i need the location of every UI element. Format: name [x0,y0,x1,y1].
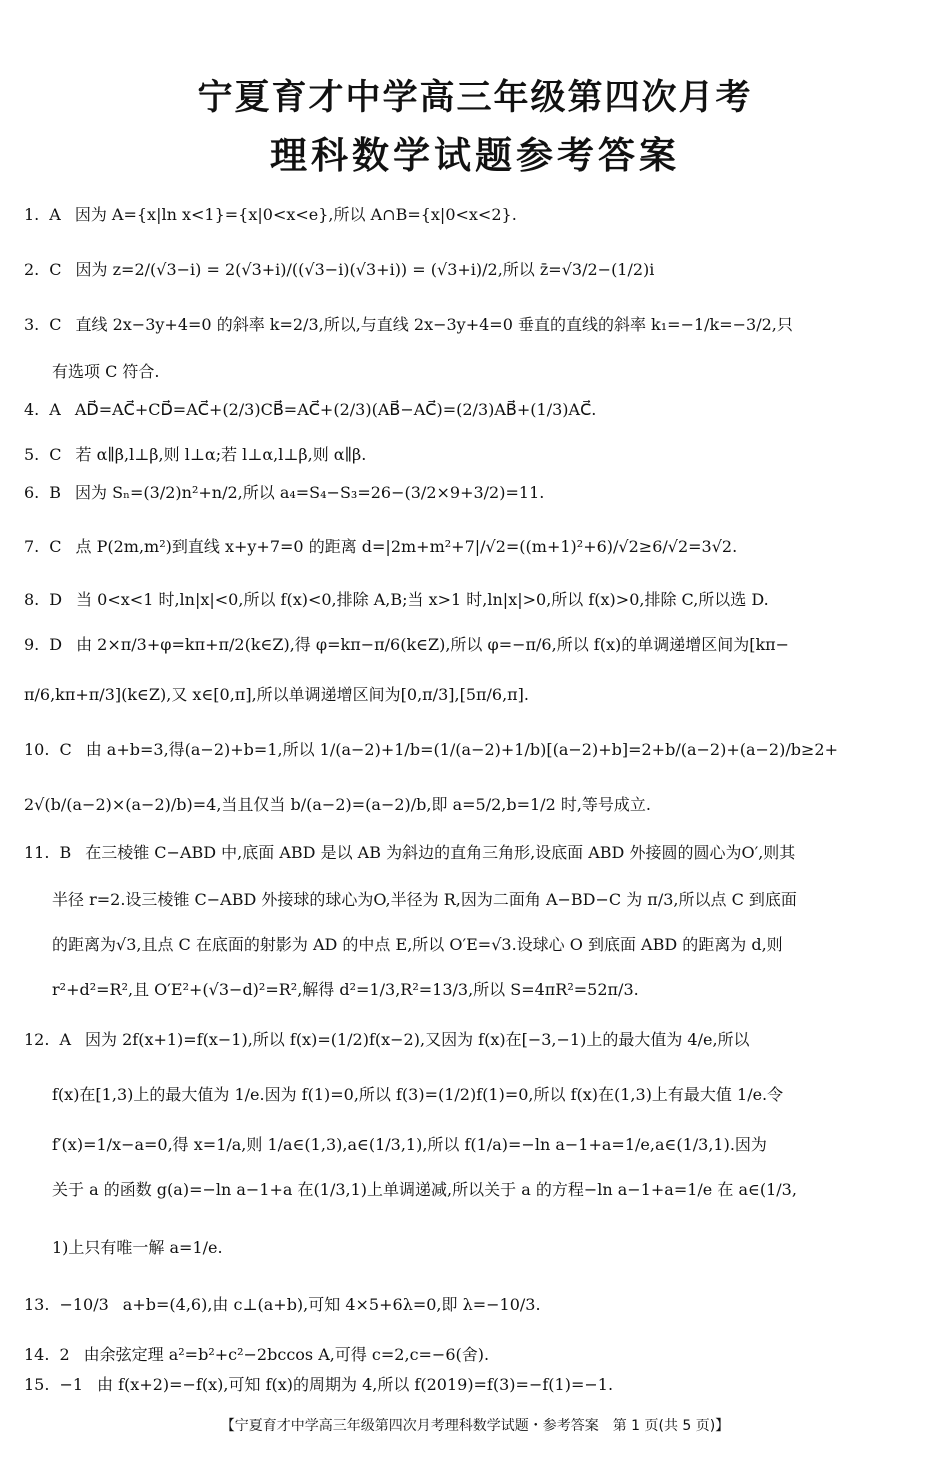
answer-item [24,590,929,610]
answer-choice: A [49,400,61,419]
answer-continuation: π/6,kπ+π/3](k∈Z),又 x∈[0,π],所以单调递增区间为[0,π/3],[5π/6,π]. [24,685,530,704]
answer-explanation: 点 P(2m,m²)到直线 x+y+7=0 的距离 d=|2m+m²+7|/√2=((m+1)²+6)/√2≥6/√2=3√2. [75,537,738,556]
answer-item [24,483,929,503]
answer-item [24,400,929,420]
answer-item [24,1030,929,1050]
answer-choice: C [49,537,62,556]
answer-choice: A [59,1030,72,1049]
answer-number: 14. [24,1345,50,1364]
answer-choice: B [59,843,72,862]
answer-choice: C [59,740,72,759]
answer-item [24,1375,929,1395]
answer-number: 2. [24,260,40,279]
answer-choice: −10/3 [59,1295,109,1314]
answer-number: 7. [24,537,40,556]
answer-continuation: 半径 r=2.设三棱锥 C−ABD 外接球的球心为O,半径为 R,因为二面角 A−BD−C 为 π/3,所以点 C 到底面 [52,890,797,909]
answer-continuation: 有选项 C 符合. [52,362,160,381]
answer-choice: A [49,205,61,224]
answer-choice: 2 [59,1345,70,1364]
answer-explanation: 因为 2f(x+1)=f(x−1),所以 f(x)=(1/2)f(x−2),又因为 f(x)在[−3,−1)上的最大值为 4/e,所以 [85,1030,750,1049]
answer-choice: −1 [59,1375,84,1394]
answer-choice: C [49,315,62,334]
answer-explanation: 因为 z=2/(√3−i) = 2(√3+i)/((√3−i)(√3+i)) = (√3+i)/2,所以 z̄=√3/2−(1/2)i [75,260,655,279]
answer-number: 8. [24,590,40,609]
answer-number: 10. [24,740,50,759]
answer-item [24,260,929,280]
answer-item [24,740,929,760]
answer-item [24,635,929,655]
answer-explanation: AD⃗=AC⃗+CD⃗=AC⃗+(2/3)CB⃗=AC⃗+(2/3)(AB⃗−AC⃗)=(2/3)AB⃗+(1/3)AC⃗. [74,400,597,419]
page-footer: 【宁夏育才中学高三年级第四次月考理科数学试题・参考答案 第 1 页(共 5 页)】 [220,1418,730,1434]
answer-number: 1. [24,205,40,224]
answer-continuation: 关于 a 的函数 g(a)=−ln a−1+a 在(1/3,1)上单调递减,所以关于 a 的方程−ln a−1+a=1/e 在 a∈(1/3, [52,1180,797,1199]
answer-continuation: 的距离为√3,且点 C 在底面的射影为 AD 的中点 E,所以 O′E=√3.设球心 O 到底面 ABD 的距离为 d,则 [52,935,783,954]
answer-number: 12. [24,1030,50,1049]
answer-number: 11. [24,843,50,862]
answer-explanation: 因为 A={x|ln x<1}={x|0<x<e},所以 A∩B={x|0<x<2}. [74,205,517,224]
answer-item [24,315,929,335]
answer-number: 5. [24,445,40,464]
answer-explanation: 由 a+b=3,得(a−2)+b=1,所以 1/(a−2)+1/b=(1/(a−2)+1/b)[(a−2)+b]=2+b/(a−2)+(a−2)/b≥2+ [85,740,838,759]
answer-number: 6. [24,483,40,502]
answer-continuation: f′(x)=1/x−a=0,得 x=1/a,则 1/a∈(1,3),a∈(1/3,1),所以 f(1/a)=−ln a−1+a=1/e,a∈(1/3,1).因为 [52,1135,767,1154]
answer-explanation: 在三棱锥 C−ABD 中,底面 ABD 是以 AB 为斜边的直角三角形,设底面 ABD 外接圆的圆心为O′,则其 [85,843,796,862]
answer-number: 4. [24,400,40,419]
answer-explanation: 当 0<x<1 时,ln|x|<0,所以 f(x)<0,排除 A,B;当 x>1 时,ln|x|>0,所以 f(x)>0,排除 C,所以选 D. [76,590,769,609]
answer-number: 3. [24,315,40,334]
answer-explanation: 由余弦定理 a²=b²+c²−2bccos A,可得 c=2,c=−6(舍). [83,1345,490,1364]
answer-item [24,537,929,557]
answer-choice: D [49,590,63,609]
page-title-line1: 宁夏育才中学高三年级第四次月考 [197,78,753,118]
answer-continuation: r²+d²=R²,且 O′E²+(√3−d)²=R²,解得 d²=1/3,R²=13/3,所以 S=4πR²=52π/3. [52,980,639,999]
answer-number: 13. [24,1295,50,1314]
answer-item [24,445,929,465]
answer-explanation: 因为 Sₙ=(3/2)n²+n/2,所以 a₄=S₄−S₃=26−(3/2×9+3/2)=11. [75,483,545,502]
answer-continuation: 1)上只有唯一解 a=1/e. [52,1238,223,1257]
answer-choice: B [49,483,62,502]
answer-continuation: 2√(b/(a−2)×(a−2)/b)=4,当且仅当 b/(a−2)=(a−2)/b,即 a=5/2,b=1/2 时,等号成立. [24,795,652,814]
answer-explanation: 直线 2x−3y+4=0 的斜率 k=2/3,所以,与直线 2x−3y+4=0 垂直的直线的斜率 k₁=−1/k=−3/2,只 [75,315,793,334]
answer-choice: D [49,635,63,654]
answer-item [24,1295,929,1315]
answer-explanation: 由 f(x+2)=−f(x),可知 f(x)的周期为 4,所以 f(2019)=f(3)=−f(1)=−1. [97,1375,614,1394]
answer-explanation: a+b=(4,6),由 c⊥(a+b),可知 4×5+6λ=0,即 λ=−10/3. [122,1295,541,1314]
answer-item [24,843,929,863]
answer-item [24,205,929,225]
answer-item [24,1345,929,1365]
answer-choice: C [49,445,62,464]
answer-number: 15. [24,1375,50,1394]
answer-explanation: 由 2×π/3+φ=kπ+π/2(k∈Z),得 φ=kπ−π/6(k∈Z),所以 φ=−π/6,所以 f(x)的单调递增区间为[kπ− [76,635,790,654]
page-title-line2: 理科数学试题参考答案 [270,134,680,177]
answer-explanation: 若 α∥β,l⊥β,则 l⊥α;若 l⊥α,l⊥β,则 α∥β. [75,445,367,464]
answer-continuation: f(x)在[1,3)上的最大值为 1/e.因为 f(1)=0,所以 f(3)=(1/2)f(1)=0,所以 f(x)在(1,3)上有最大值 1/e.令 [52,1085,784,1104]
answer-number: 9. [24,635,40,654]
answer-choice: C [49,260,62,279]
